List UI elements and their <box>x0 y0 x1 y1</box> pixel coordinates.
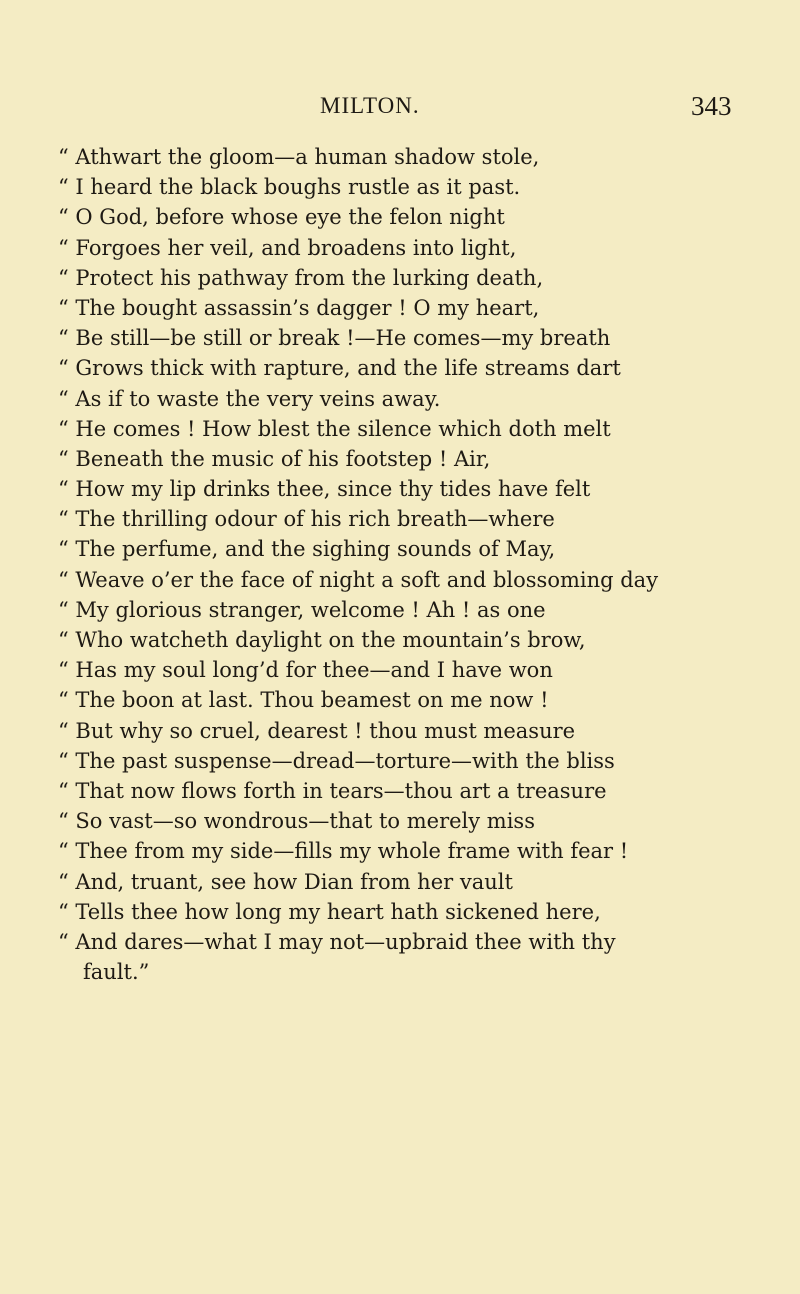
poem-line: “ Be still—be still or break !—He comes—my breath <box>58 326 611 351</box>
poem-line: “ So vast—so wondrous—that to merely miss <box>58 809 535 834</box>
poem-line: “ The thrilling odour of his rich breath—where <box>58 507 555 532</box>
poem-text <box>58 142 778 987</box>
poem-line: “ O God, before whose eye the felon night <box>58 205 505 230</box>
poem-line: “ My glorious stranger, welcome ! Ah ! as one <box>58 597 546 622</box>
poem-line: “ I heard the black boughs rustle as it past. <box>58 175 521 200</box>
poem-line: “ Weave o’er the face of night a soft and blossoming day <box>58 567 659 592</box>
poem-line: “ Beneath the music of his footstep ! Air, <box>58 446 491 471</box>
page-header <box>0 93 800 123</box>
page-number: 343 <box>691 91 732 121</box>
poem-line: “ The bought assassin’s dagger ! O my heart, <box>58 295 540 320</box>
poem-line: “ But why so cruel, dearest ! thou must measure <box>58 718 576 743</box>
running-title: MILTON. <box>320 93 420 118</box>
poem-line: “ He comes ! How blest the silence which doth melt <box>58 416 611 441</box>
poem-line: “ And dares—what I may not—upbraid thee with thy <box>58 929 616 954</box>
poem-line: “ Thee from my side—fills my whole frame with fear ! <box>58 839 629 864</box>
poem-line: “ Has my soul long’d for thee—and I have won <box>58 658 553 683</box>
poem-line: “ Grows thick with rapture, and the life streams dart <box>58 356 621 381</box>
poem-line: “ Who watcheth daylight on the mountain’s brow, <box>58 628 586 652</box>
poem-line: “ Athwart the gloom—a human shadow stole, <box>58 145 540 169</box>
poem-line: “ Forgoes her veil, and broadens into light, <box>58 235 517 260</box>
poem-line: “ The boon at last. Thou beamest on me now ! <box>58 688 549 713</box>
poem-line: “ Tells thee how long my heart hath sickened here, <box>58 899 601 924</box>
poem-line: “ How my lip drinks thee, since thy tides have felt <box>58 477 591 502</box>
poem-line: “ Protect his pathway from the lurking death, <box>58 265 544 290</box>
poem-line: “ And, truant, see how Dian from her vault <box>58 869 513 894</box>
poem-line: “ As if to waste the very veins away. <box>58 386 441 411</box>
poem-line: fault.” <box>83 960 150 985</box>
poem-line: “ That now flows forth in tears—thou art a treasure <box>58 778 607 803</box>
poem-line: “ The perfume, and the sighing sounds of May, <box>58 537 556 562</box>
poem-line: “ The past suspense—dread—torture—with the bliss <box>58 748 615 773</box>
